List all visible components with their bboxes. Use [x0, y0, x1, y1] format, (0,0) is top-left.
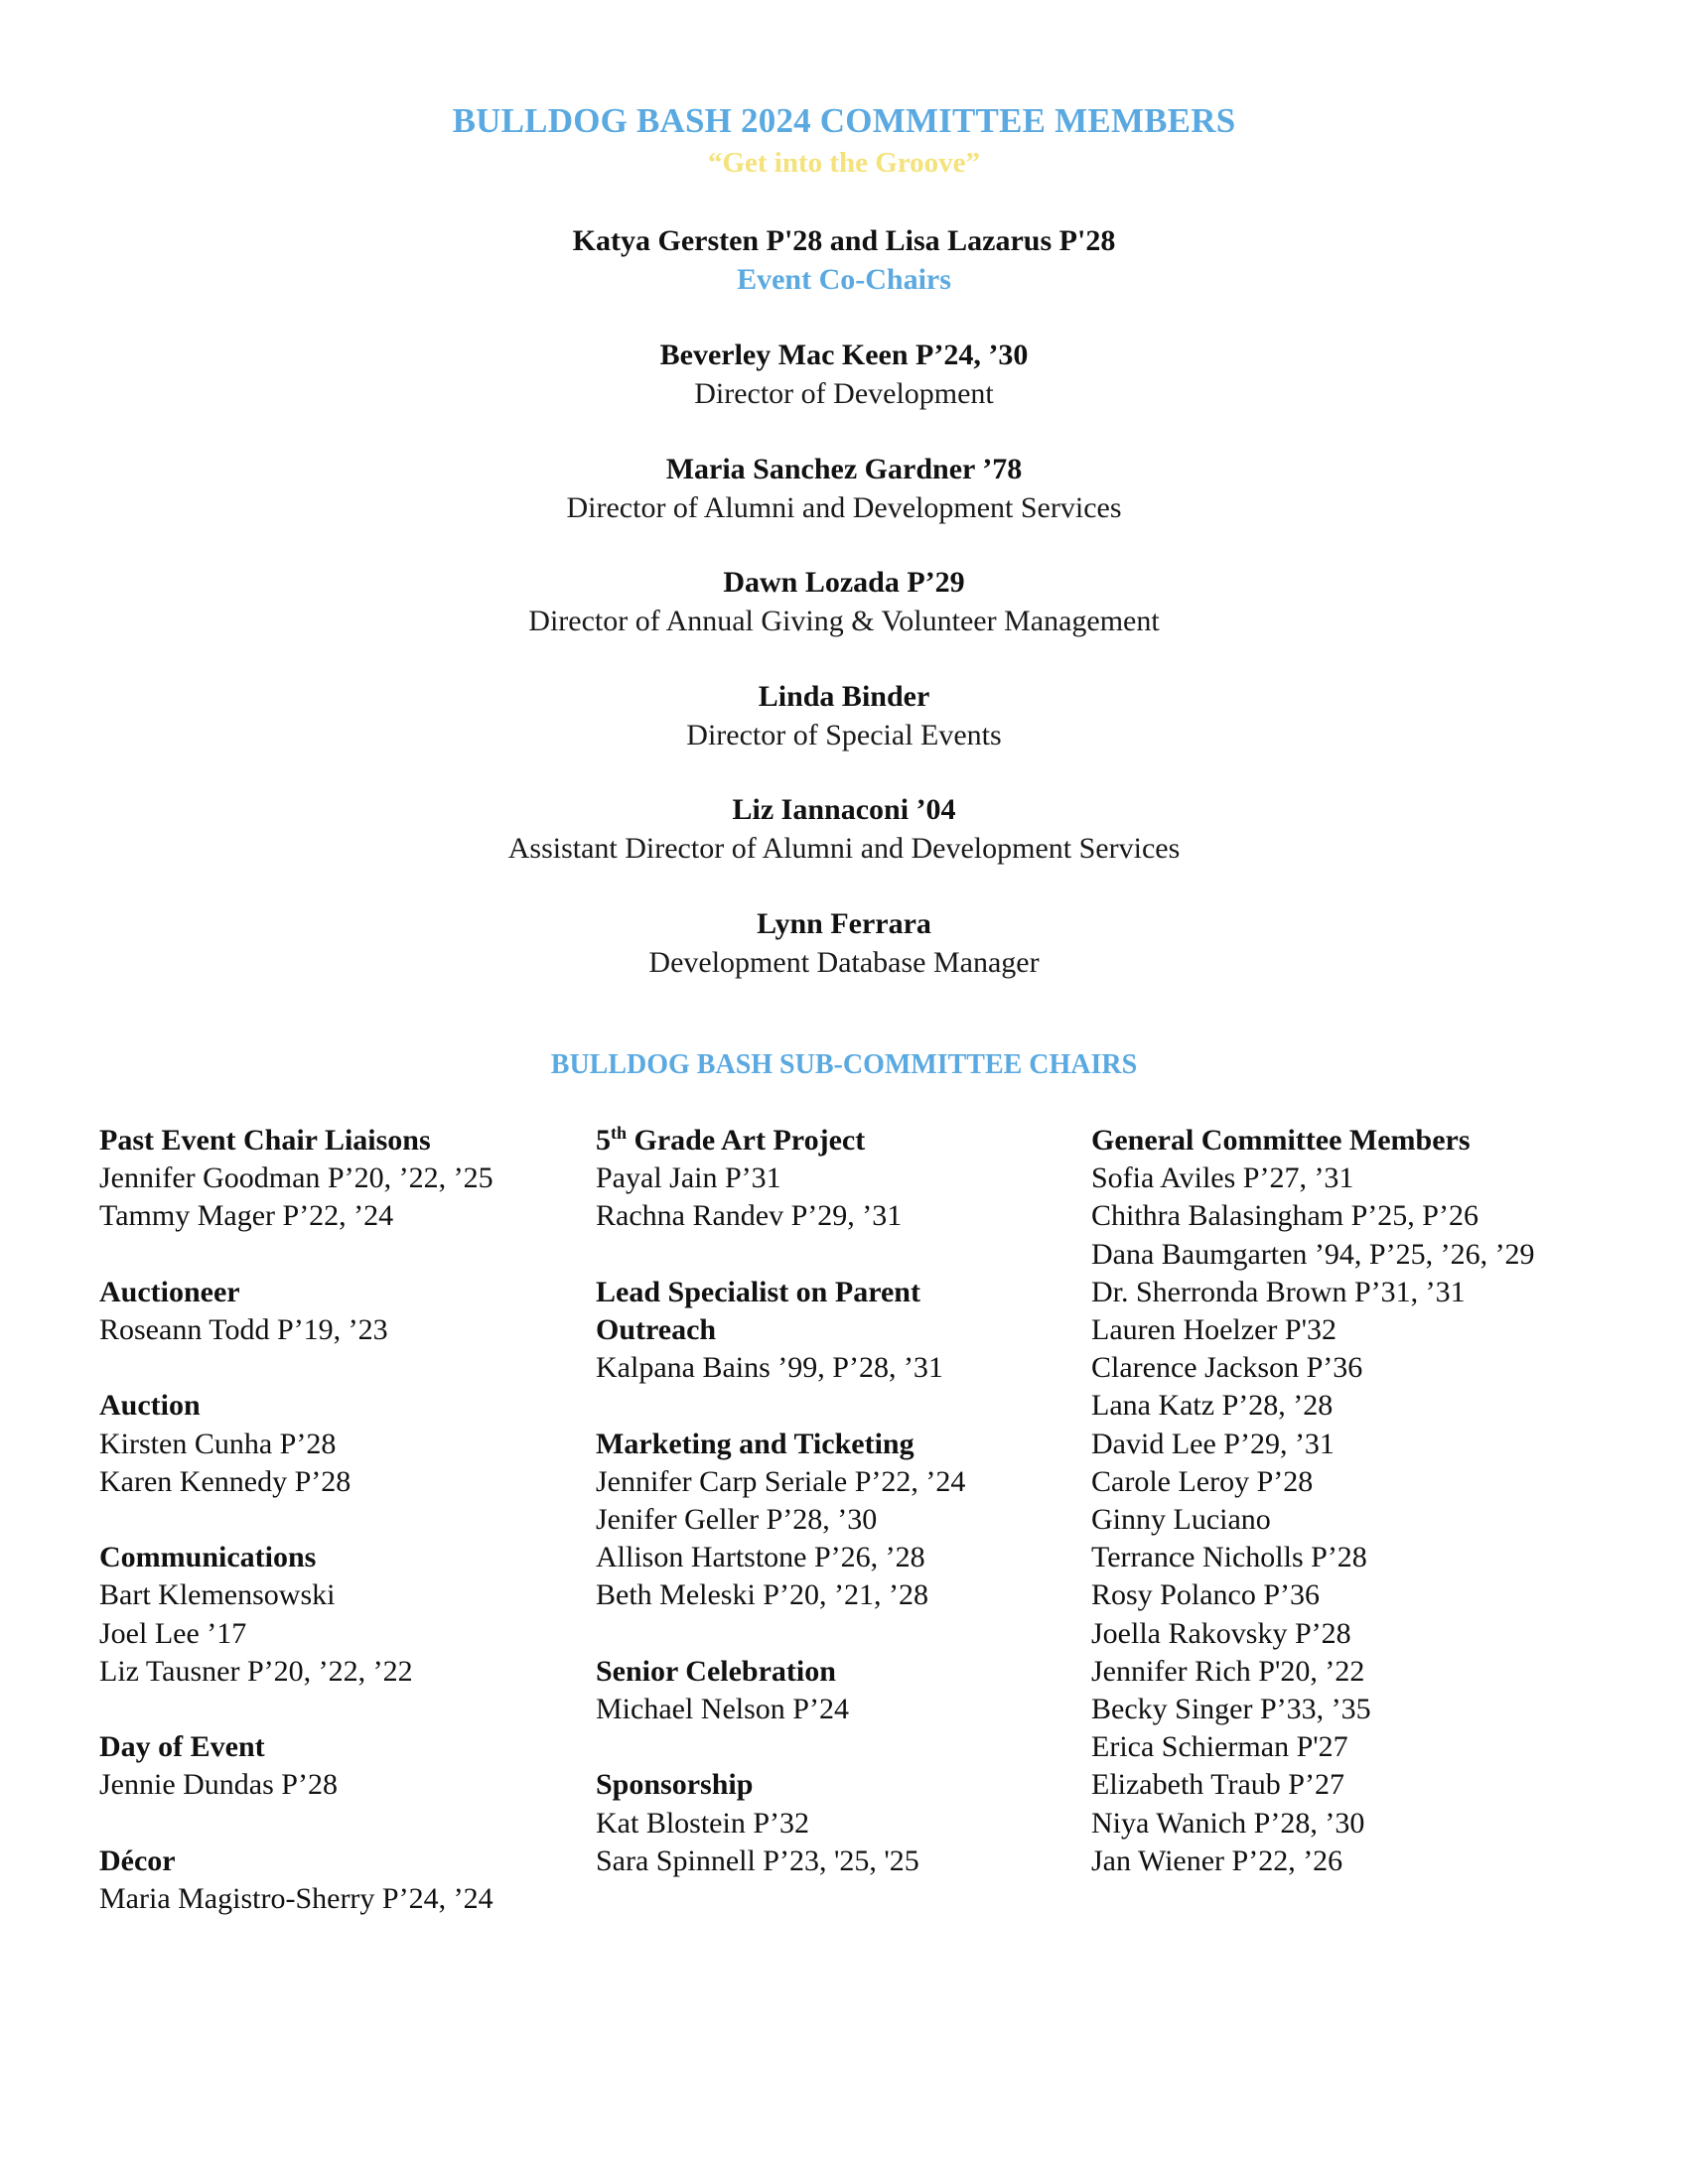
staff-name: Lynn Ferrara — [757, 907, 931, 940]
event-tagline: “Get into the Groove” — [707, 147, 981, 179]
member-name: Clarence Jackson P’36 — [1091, 1351, 1363, 1385]
group-general-committee-members — [1091, 1122, 1647, 1880]
group-name: Communications — [99, 1541, 317, 1574]
group-name: Auction — [99, 1389, 201, 1423]
staff-entry — [0, 336, 1688, 413]
member-name: Elizabeth Traub P’27 — [1091, 1768, 1344, 1802]
group-auctioneer — [99, 1274, 586, 1349]
member-name: Jennifer Rich P'20, ’22 — [1091, 1654, 1365, 1688]
staff-entry — [0, 904, 1688, 982]
group-name-prefix: 5 — [596, 1124, 611, 1157]
staff-name: Liz Iannaconi ’04 — [732, 793, 956, 826]
member-name: Liz Tausner P’20, ’22, ’22 — [99, 1654, 413, 1688]
member-name: Carole Leroy P’28 — [1091, 1464, 1314, 1498]
staff-role: Director of Development — [694, 377, 994, 410]
staff-role: Director of Annual Giving & Volunteer Management — [528, 605, 1160, 637]
staff-role: Development Database Manager — [648, 946, 1040, 979]
subcommittee-column-3 — [1091, 1122, 1647, 1918]
member-name: Kat Blostein P’32 — [596, 1806, 809, 1840]
subcommittee-column-1 — [99, 1122, 586, 1956]
staff-name: Maria Sanchez Gardner ’78 — [665, 453, 1023, 485]
staff-role: Assistant Director of Alumni and Development Services — [507, 832, 1181, 865]
group-communications — [99, 1539, 586, 1691]
group-name-suffix: Grade Art Project — [627, 1124, 866, 1157]
group-decor — [99, 1843, 586, 1918]
member-name: Dana Baumgarten ’94, P’25, ’26, ’29 — [1091, 1237, 1535, 1271]
group-name: Day of Event — [99, 1730, 265, 1764]
group-day-of-event — [99, 1728, 586, 1804]
staff-name: Dawn Lozada P’29 — [723, 566, 965, 599]
member-name: Joel Lee ’17 — [99, 1616, 247, 1650]
group-name: Marketing and Ticketing — [596, 1427, 914, 1460]
member-name: Maria Magistro-Sherry P’24, ’24 — [99, 1881, 493, 1915]
staff-entry — [0, 450, 1688, 527]
member-name: Niya Wanich P’28, ’30 — [1091, 1806, 1365, 1840]
staff-role: Director of Alumni and Development Services — [566, 491, 1122, 524]
staff-name: Katya Gersten P'28 and Lisa Lazarus P'28 — [572, 224, 1116, 257]
subcommittee-column-2 — [596, 1122, 1082, 1918]
group-name-line-2: Outreach — [596, 1313, 717, 1346]
staff-role: Director of Special Events — [686, 719, 1002, 751]
group-lead-specialist-parent-outreach — [596, 1274, 1082, 1388]
subcommittee-title: BULLDOG BASH SUB-COMMITTEE CHAIRS — [550, 1049, 1138, 1080]
group-name: Décor — [99, 1843, 176, 1877]
member-name: Chithra Balasingham P’25, P’26 — [1091, 1199, 1478, 1233]
member-name: Jenifer Geller P’28, ’30 — [596, 1503, 878, 1536]
member-name: Allison Hartstone P’26, ’28 — [596, 1541, 925, 1574]
member-name: Jennifer Carp Seriale P’22, ’24 — [596, 1464, 966, 1498]
member-name: Jennie Dundas P’28 — [99, 1768, 338, 1802]
member-name: Lauren Hoelzer P'32 — [1091, 1313, 1336, 1347]
group-name: Auctioneer — [99, 1275, 240, 1308]
member-name: Sara Spinnell P’23, '25, '25 — [596, 1843, 919, 1877]
group-sponsorship — [596, 1766, 1082, 1880]
member-name: Dr. Sherronda Brown P’31, ’31 — [1091, 1275, 1466, 1308]
ordinal-suffix: th — [611, 1123, 628, 1143]
page-title: BULLDOG BASH 2024 COMMITTEE MEMBERS — [452, 101, 1236, 140]
member-name: Roseann Todd P’19, ’23 — [99, 1313, 388, 1346]
member-name: Terrance Nicholls P’28 — [1091, 1541, 1367, 1574]
member-name: Ginny Luciano — [1091, 1503, 1271, 1537]
group-art-project — [596, 1122, 1082, 1236]
member-name: Tammy Mager P’22, ’24 — [99, 1199, 394, 1233]
group-past-event-chair-liaisons — [99, 1122, 586, 1236]
member-name: Rosy Polanco P’36 — [1091, 1578, 1321, 1612]
member-name: Kalpana Bains ’99, P’28, ’31 — [596, 1351, 943, 1385]
staff-entry — [0, 563, 1688, 640]
member-name: Michael Nelson P’24 — [596, 1693, 849, 1725]
member-name: Jan Wiener P’22, ’26 — [1091, 1843, 1343, 1877]
group-name: Senior Celebration — [596, 1654, 836, 1688]
member-name: Karen Kennedy P’28 — [99, 1464, 352, 1498]
group-name: Past Event Chair Liaisons — [99, 1124, 431, 1157]
staff-entry — [0, 790, 1688, 868]
group-name-line-1: Lead Specialist on Parent — [596, 1275, 920, 1308]
member-name: Joella Rakovsky P’28 — [1091, 1616, 1351, 1650]
group-marketing-ticketing — [596, 1426, 1082, 1615]
member-name: David Lee P’29, ’31 — [1091, 1427, 1335, 1460]
member-name: Kirsten Cunha P’28 — [99, 1427, 337, 1460]
member-name: Rachna Randev P’29, ’31 — [596, 1199, 903, 1233]
member-name: Lana Katz P’28, ’28 — [1091, 1389, 1334, 1423]
member-name: Bart Klemensowski — [99, 1578, 336, 1612]
member-name: Erica Schierman P'27 — [1091, 1730, 1348, 1764]
staff-entry-co-chairs — [0, 221, 1688, 299]
group-auction — [99, 1387, 586, 1501]
member-name: Jennifer Goodman P’20, ’22, ’25 — [99, 1161, 493, 1195]
staff-name: Linda Binder — [758, 680, 930, 713]
member-name: Becky Singer P’33, ’35 — [1091, 1693, 1371, 1726]
group-name: Sponsorship — [596, 1768, 754, 1802]
group-name — [596, 1122, 1082, 1160]
member-name: Beth Meleski P’20, ’21, ’28 — [596, 1578, 928, 1612]
member-name: Payal Jain P’31 — [596, 1161, 781, 1195]
staff-name: Beverley Mac Keen P’24, ’30 — [659, 339, 1029, 371]
staff-entry — [0, 677, 1688, 754]
member-name: Sofia Aviles P’27, ’31 — [1091, 1161, 1354, 1195]
group-name: General Committee Members — [1091, 1124, 1471, 1157]
staff-role: Event Co-Chairs — [737, 263, 951, 296]
group-senior-celebration — [596, 1653, 1082, 1728]
